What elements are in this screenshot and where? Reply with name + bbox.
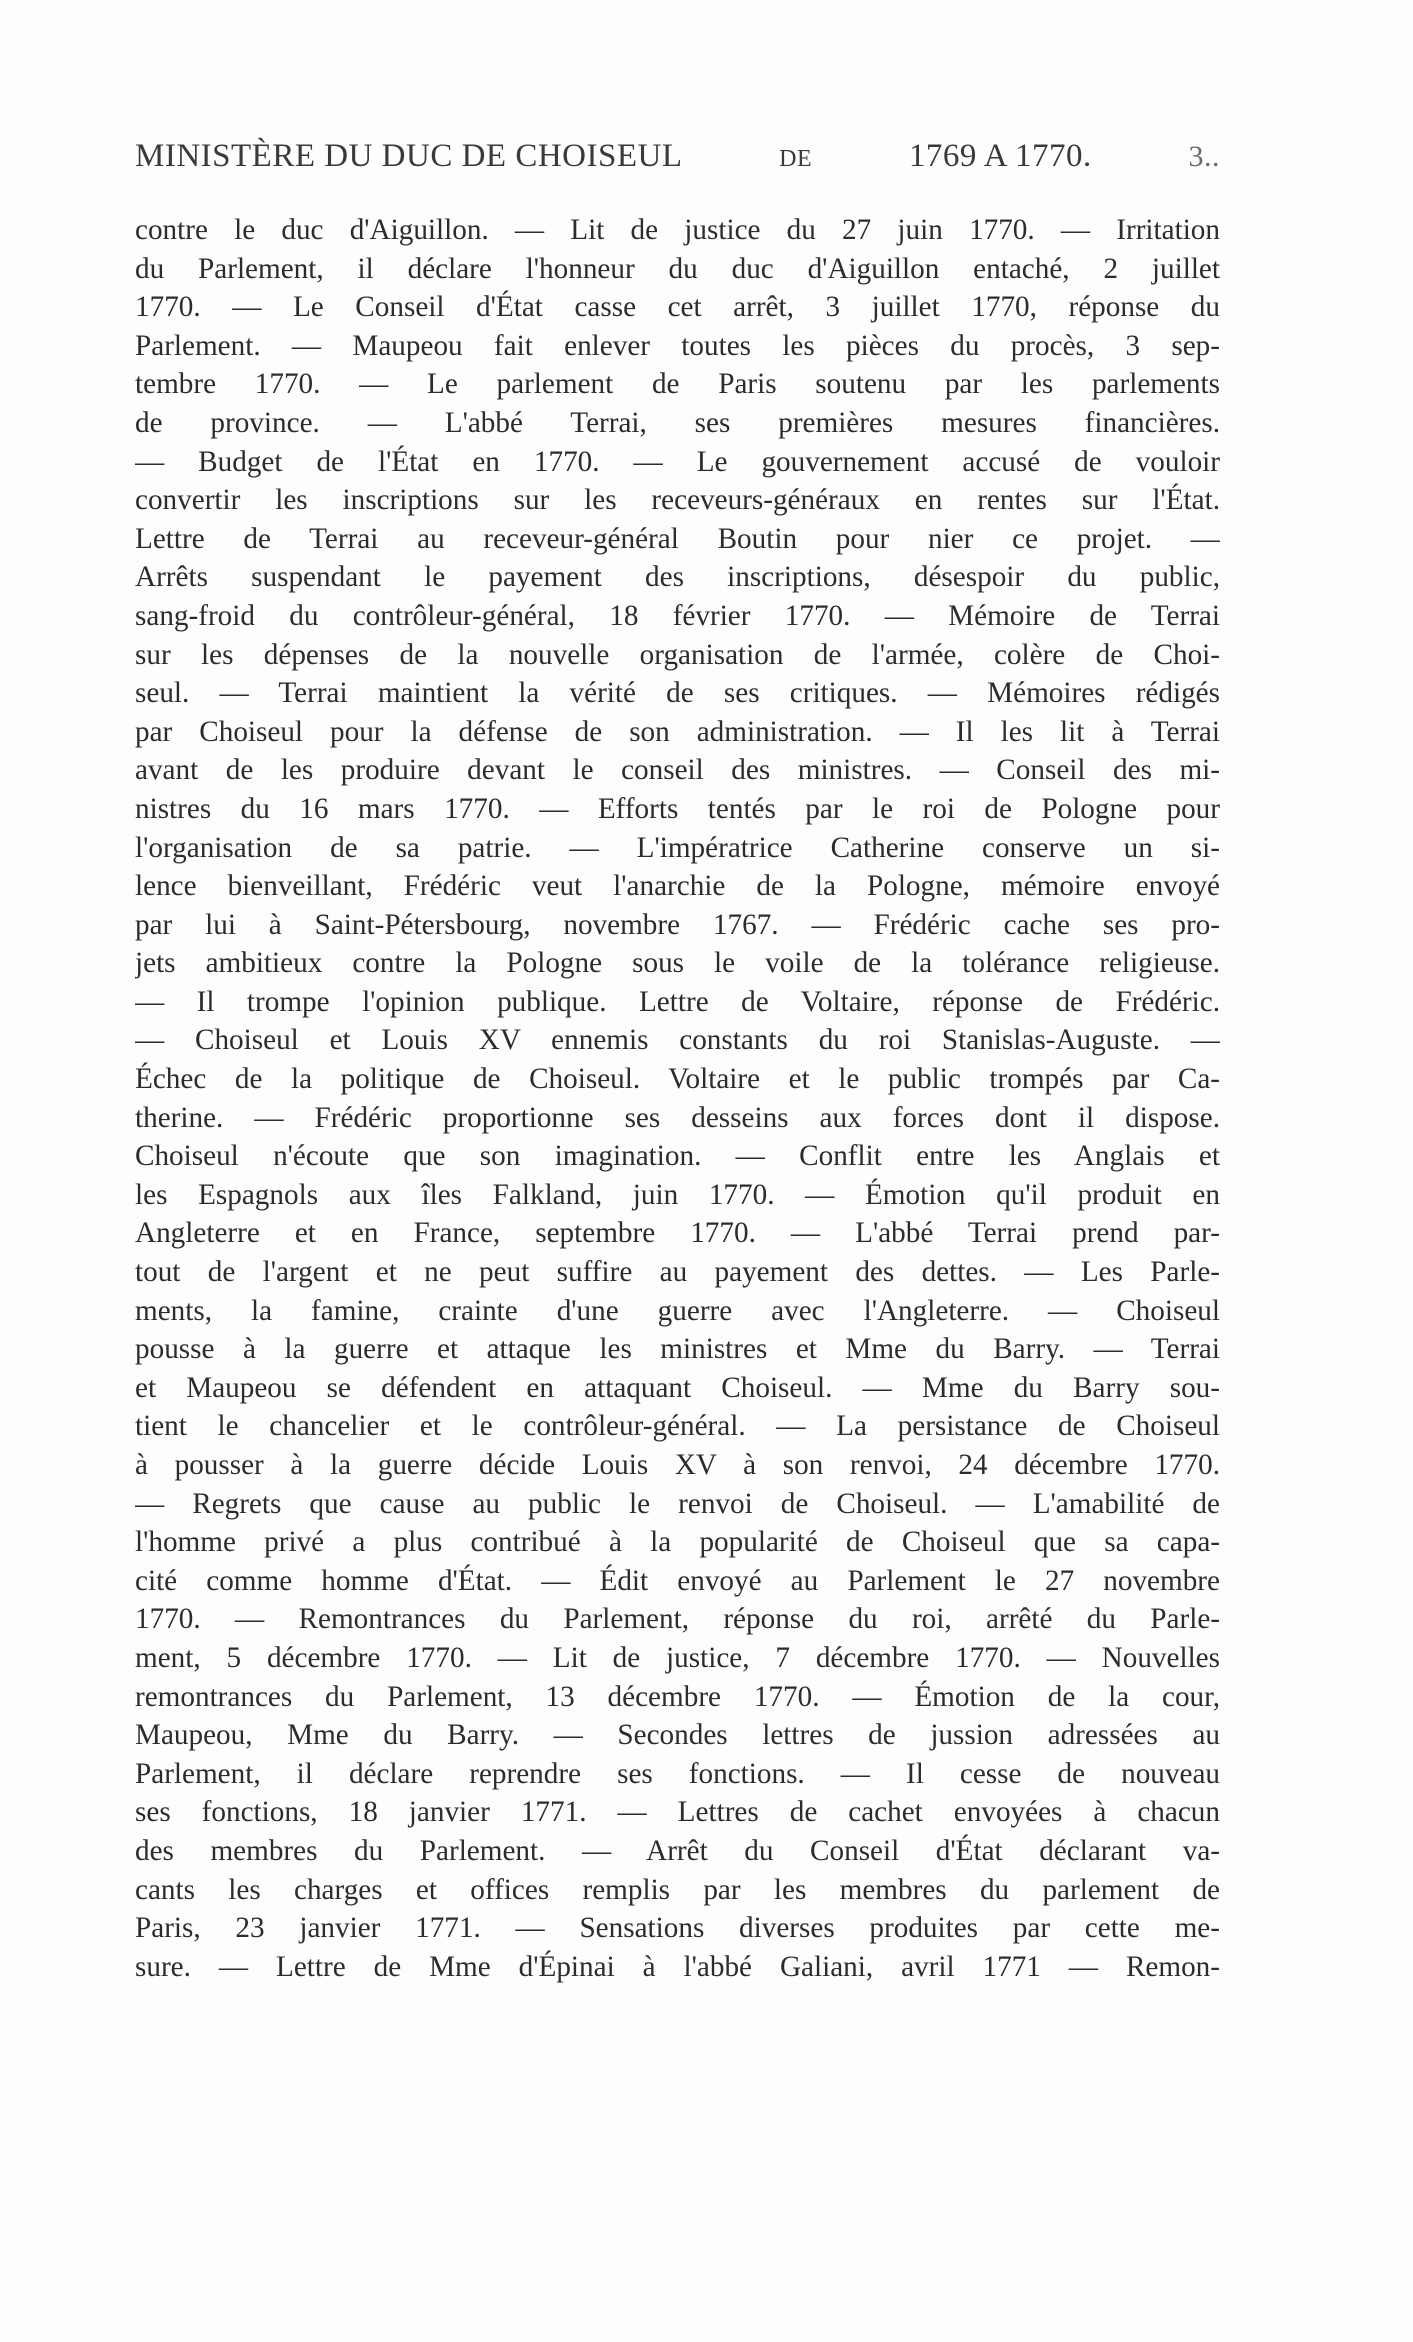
text-line: sure. — Lettre de Mme d'Épinai à l'abbé Galiani, avril 1771 — Remon-	[135, 1950, 1220, 1983]
text-line: par Choiseul pour la défense de son administration. — Il les lit à Terrai	[135, 715, 1220, 748]
text-line: cité comme homme d'État. — Édit envoyé au Parlement le 27 novembre	[135, 1564, 1220, 1597]
text-line: seul. — Terrai maintient la vérité de ses critiques. — Mémoires rédigés	[135, 677, 1220, 710]
text-line: — Regrets que cause au public le renvoi de Choiseul. — L'amabilité de	[135, 1487, 1220, 1520]
running-head-dates: 1769 A 1770.	[908, 138, 1092, 174]
text-line: remontrances du Parlement, 13 décembre 1770. — Émotion de la cour,	[135, 1680, 1220, 1713]
text-line: sang-froid du contrôleur-général, 18 février 1770. — Mémoire de Terrai	[135, 599, 1220, 632]
text-line: ses fonctions, 18 janvier 1771. — Lettres de cachet envoyées à chacun	[135, 1796, 1220, 1829]
text-line: Angleterre et en France, septembre 1770. — L'abbé Terrai prend par-	[135, 1217, 1220, 1250]
running-head-de: DE	[779, 146, 813, 172]
text-line: cants les charges et offices remplis par les membres du parlement de	[135, 1873, 1220, 1906]
text-line: therine. — Frédéric proportionne ses desseins aux forces dont il dispose.	[135, 1101, 1220, 1134]
text-line: ment, 5 décembre 1770. — Lit de justice, 7 décembre 1770. — Nouvelles	[135, 1641, 1220, 1674]
text-line: — Il trompe l'opinion publique. Lettre de Voltaire, réponse de Frédéric.	[135, 985, 1220, 1018]
text-line: 1770. — Le Conseil d'État casse cet arrêt, 3 juillet 1770, réponse du	[135, 291, 1220, 324]
running-head-title: MINISTÈRE DU DUC DE CHOISEUL	[135, 138, 683, 174]
summary-paragraph	[135, 211, 1220, 1986]
running-head	[135, 138, 1220, 178]
text-line: lence bienveillant, Frédéric veut l'anarchie de la Pologne, mémoire envoyé	[135, 870, 1220, 903]
text-line: jets ambitieux contre la Pologne sous le voile de la tolérance religieuse.	[135, 947, 1220, 980]
text-line: Paris, 23 janvier 1771. — Sensations diverses produites par cette me-	[135, 1912, 1220, 1945]
text-line: par lui à Saint-Pétersbourg, novembre 1767. — Frédéric cache ses pro-	[135, 908, 1220, 941]
text-line: sur les dépenses de la nouvelle organisation de l'armée, colère de Choi-	[135, 638, 1220, 671]
text-line: — Budget de l'État en 1770. — Le gouvernement accusé de vouloir	[135, 445, 1220, 478]
text-line: 1770. — Remontrances du Parlement, réponse du roi, arrêté du Parle-	[135, 1603, 1220, 1636]
text-line: de province. — L'abbé Terrai, ses premières mesures financières.	[135, 406, 1220, 439]
page-number: 3..	[1188, 140, 1220, 173]
text-line: tout de l'argent et ne peut suffire au payement des dettes. — Les Parle-	[135, 1256, 1220, 1289]
text-line: tient le chancelier et le contrôleur-général. — La persistance de Choiseul	[135, 1410, 1220, 1443]
text-line: et Maupeou se défendent en attaquant Choiseul. — Mme du Barry sou-	[135, 1371, 1220, 1404]
text-line: l'organisation de sa patrie. — L'impératrice Catherine conserve un si-	[135, 831, 1220, 864]
text-line: — Choiseul et Louis XV ennemis constants du roi Stanislas-Auguste. —	[135, 1024, 1220, 1057]
text-line: du Parlement, il déclare l'honneur du duc d'Aiguillon entaché, 2 juillet	[135, 252, 1220, 285]
text-line: des membres du Parlement. — Arrêt du Conseil d'État déclarant va-	[135, 1834, 1220, 1867]
text-line: l'homme privé a plus contribué à la popularité de Choiseul que sa capa-	[135, 1526, 1220, 1559]
text-line: Maupeou, Mme du Barry. — Secondes lettres de jussion adressées au	[135, 1719, 1220, 1752]
text-line: les Espagnols aux îles Falkland, juin 1770. — Émotion qu'il produit en	[135, 1178, 1220, 1211]
text-line: avant de les produire devant le conseil des ministres. — Conseil des mi-	[135, 754, 1220, 787]
text-line: pousse à la guerre et attaque les ministres et Mme du Barry. — Terrai	[135, 1333, 1220, 1366]
text-line: Parlement. — Maupeou fait enlever toutes les pièces du procès, 3 sep-	[135, 329, 1220, 362]
text-line: à pousser à la guerre décide Louis XV à son renvoi, 24 décembre 1770.	[135, 1449, 1220, 1481]
text-line: contre le duc d'Aiguillon. — Lit de justice du 27 juin 1770. — Irritation	[135, 214, 1220, 246]
text-line: nistres du 16 mars 1770. — Efforts tentés par le roi de Pologne pour	[135, 792, 1220, 825]
text-line: Lettre de Terrai au receveur-général Boutin pour nier ce projet. —	[135, 522, 1220, 555]
text-line: Échec de la politique de Choiseul. Voltaire et le public trompés par Ca-	[135, 1063, 1220, 1096]
text-line: ments, la famine, crainte d'une guerre avec l'Angleterre. — Choiseul	[135, 1294, 1220, 1327]
text-line: tembre 1770. — Le parlement de Paris soutenu par les parlements	[135, 368, 1220, 401]
text-line: convertir les inscriptions sur les receveurs-généraux en rentes sur l'État.	[135, 484, 1220, 517]
text-line: Arrêts suspendant le payement des inscriptions, désespoir du public,	[135, 561, 1220, 594]
text-line: Parlement, il déclare reprendre ses fonctions. — Il cesse de nouveau	[135, 1757, 1220, 1790]
text-line: Choiseul n'écoute que son imagination. — Conflit entre les Anglais et	[135, 1140, 1220, 1173]
